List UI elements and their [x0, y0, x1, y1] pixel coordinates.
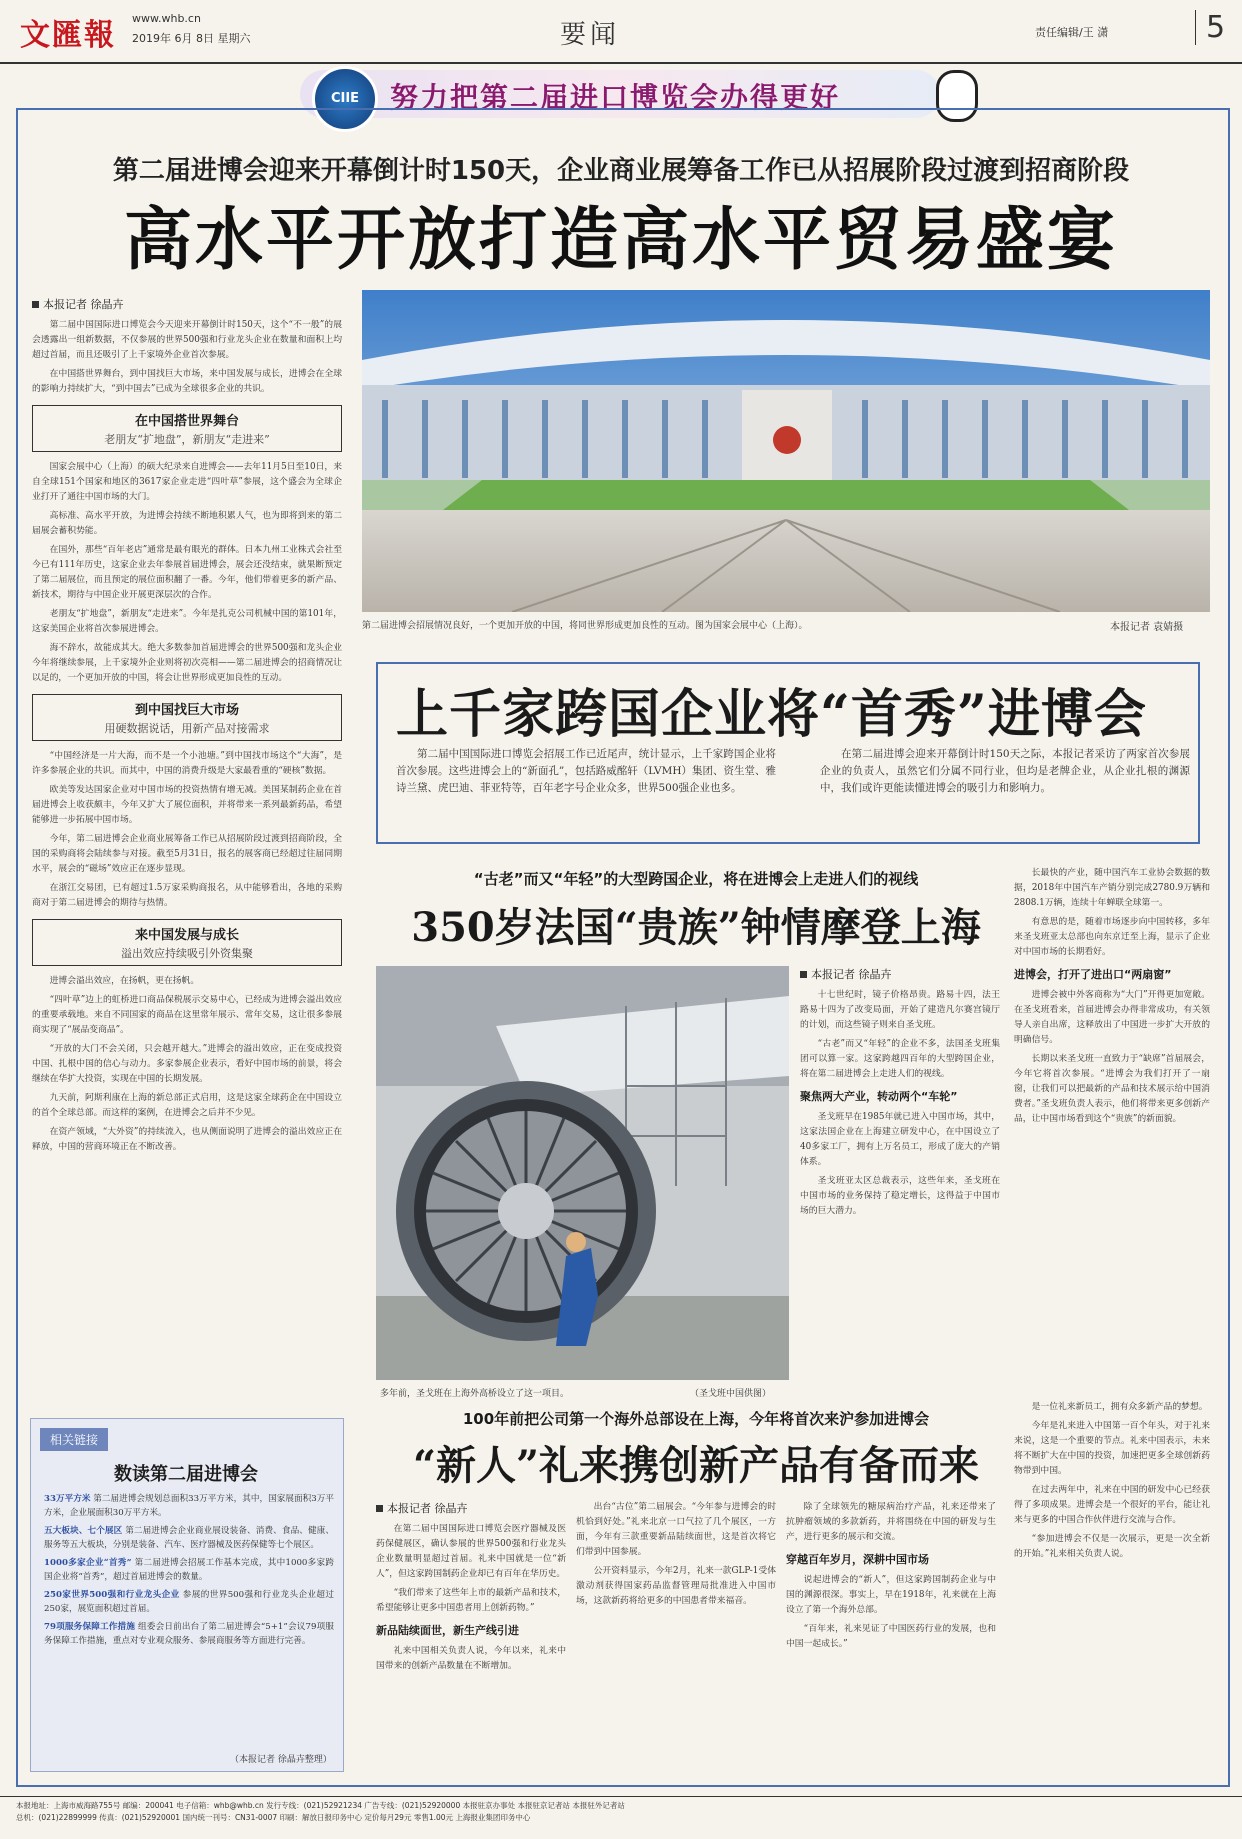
subhead-title: 来中国发展与成长 — [134, 928, 239, 943]
body-paragraph: 出台“古位”第二届展会。“今年参与进博会的时机恰到好处。”礼来北京一口气拉了几个展区，一方面，今年有三款重要新品陆续面世，这是首次将它们带到中国参展。 — [576, 1502, 776, 1557]
body-paragraph: 长期以来圣戈班一直致力于“缺席”首届展会，今年它将首次参展。“进博会为我们打开了一扇窗，让我们可以把最新的产品和技术展示给中国消费者。”圣戈班负责人表示，他们将带来更多创新产品，让中国市场看到这个“贵族”的新面貌。 — [1014, 1054, 1210, 1124]
subhead-box — [32, 405, 342, 452]
list-item-text: 第二届进博会招展工作基本完成，其中1000多家跨国企业将“首秀”，超过首届进博会的数量。 — [44, 1558, 334, 1582]
intro-paragraph: 在中国搭世界舞台，到中国找巨大市场，来中国发展与成长，进博会在全球的影响力持续扩大，“到中国去”已成为全球很多企业的共识。 — [32, 369, 342, 394]
body-paragraph: 进博会溢出效应，在扬帆，更在扬帆。 — [49, 976, 200, 986]
lead-text: 第二届中国国际进口博览会招展工作已近尾声，统计显示，上千家跨国企业将首次参展。这些进博会上的“新面孔”，包括路威酩轩（LVMH）集团、资生堂、雅诗兰黛、虎巴迪、菲亚特等，百年老字号企业众多，世界500强企业也多。 — [396, 748, 776, 794]
jet-engine-photo — [376, 966, 789, 1380]
list-item — [44, 1492, 334, 1520]
newcomer-column-2 — [576, 1500, 776, 1776]
issue-date: 2019年 6月 8日 星期六 — [132, 32, 251, 45]
newcomer-headline: “新人”礼来携创新产品有备而来 — [412, 1442, 979, 1489]
france-byline — [800, 966, 1000, 982]
body-paragraph: “古老”而又“年轻”的企业不多，法国圣戈班集团可以算一家。这家跨越四百年的大型跨国企业，将在第二届进博会上走进人们的视线。 — [800, 1039, 1000, 1079]
body-paragraph: 国家会展中心（上海）的硕大纪录来自进博会——去年11月5日至10日，来自全球151个国家和地区的3617家企业走进“四叶草”参展，这个盛会为全球企业打开了通往中国市场的大门。 — [32, 462, 342, 502]
section-subhead: 进博会，打开了进出口“两扇窗” — [1014, 968, 1172, 981]
subhead-subtitle: 溢出效应持续吸引外资集聚 — [121, 947, 253, 960]
newspaper-logo: 文匯報 — [20, 18, 116, 53]
subhead-subtitle: 老朋友“扩地盘”，新朋友“走进来” — [104, 433, 270, 446]
website[interactable]: www.whb.cn — [132, 12, 201, 25]
section-subhead: 聚焦两大产业，转动两个“车轮” — [800, 1090, 958, 1103]
body-paragraph: “参加进博会不仅是一次展示，更是一次全新的开始。”礼来相关负责人说。 — [1014, 1534, 1210, 1559]
newcomer-column-1 — [376, 1500, 566, 1776]
body-paragraph: 有意思的是，随着市场逐步向中国转移，多年来圣戈班亚太总部也向东京迁至上海，显示了企业对中国市场的长期看好。 — [1014, 917, 1210, 957]
body-paragraph: 长最快的产业，随中国汽车工业协会数据的数据，2018年中国汽车产销分别完成2780.9万辆和2808.1万辆，连续十年蝉联全球第一。 — [1014, 868, 1210, 908]
france-column-2 — [1014, 866, 1210, 1386]
editor-credit: 责任编辑/王 潇 — [1035, 26, 1109, 39]
france-column-1 — [800, 966, 1000, 1386]
newcomer-byline — [376, 1500, 566, 1516]
body-paragraph: 在过去两年中，礼来在中国的研发中心已经获得了多项成果。进博会是一个很好的平台，能让礼来与更多的中国合作伙伴进行交流与合作。 — [1014, 1485, 1210, 1525]
body-paragraph: 欧美等发达国家企业对中国市场的投资热情有增无减。美国某制药企业在首届进博会上收获颇丰，今年又扩大了展位面积，并将带来一系列最新药品，希望能够进一步拓展中国市场。 — [32, 785, 342, 825]
body-paragraph: 圣戈班亚太区总裁表示，这些年来，圣戈班在中国市场的业务保持了稳定增长，这得益于中国市场的巨大潜力。 — [800, 1176, 1000, 1216]
list-item — [44, 1588, 334, 1616]
photo-credit: 本报记者 袁婧摄 — [1110, 622, 1184, 633]
body-paragraph: 圣戈班早在1985年就已进入中国市场，其中，这家法国企业在上海建立研发中心，在中国设立了40多家工厂，拥有上万名员工，形成了庞大的产销体系。 — [800, 1112, 1000, 1167]
body-paragraph: 在第二届中国国际进口博览会医疗器械及医药保健展区，确认参展的世界500强和行业龙头企业数量明显超过首届。礼来中国就是一位“新人”，但这家跨国制药企业却已有百年在华历史。 — [376, 1524, 566, 1579]
photo-caption: 多年前，圣戈班在上海外高桥设立了这一项目。 — [380, 1389, 570, 1399]
list-item-text: 组委会日前出台了第二届进博会“5+1”会议79项服务保障工作措施，重点对专业观众服务、参展商服务等方面进行完善。 — [44, 1622, 334, 1646]
section-subhead: 新品陆续面世，新生产线引进 — [376, 1624, 519, 1637]
list-item-key: 五大板块、七个展区 — [44, 1526, 123, 1536]
body-paragraph: 九天前，阿斯利康在上海的新总部正式启用，这是这家全球药企在中国设立的首个全球总部。而这样的案例，在进博会之后并不少见。 — [32, 1093, 342, 1118]
square-bullet-icon — [32, 301, 39, 308]
body-paragraph: 进博会被中外客商称为“大门”开得更加宽敞。在圣戈班看来，首届进博会办得非常成功，有关领导人亲自出席，这释放出了中国进一步扩大开放的明确信号。 — [1014, 990, 1210, 1045]
body-paragraph: 在国外，那些“百年老店”通常是最有眼光的群体。日本九州工业株式会社至今已有111年历史，这家企业去年参展首届进博会，展会还没结束，就果断预定了第二届展位，而且预定的展位面积翻了一番。今年，他们带着更多的新产品、新技术，期待与中国企业开展更深层次的合作。 — [32, 545, 342, 600]
ciie-emblem-icon: CIIE — [312, 66, 378, 132]
body-paragraph: 海不辞水，故能成其大。绝大多数参加首届进博会的世界500强和龙头企业今年将继续参展，上千家境外企业则将初次亮相——第二届进博会的招商情况让以足的，一个更加开放的中国，将会让世界形成更加良性的互动。 — [32, 643, 342, 683]
list-item-key: 79项服务保障工作措施 — [44, 1622, 136, 1632]
france-kicker: “古老”而又“年轻”的大型跨国企业，将在进博会上走进人们的视线 — [473, 870, 919, 888]
body-paragraph: 十七世纪时，镜子价格昂贵。路易十四，法王路易十四为了改变局面，开始了建造凡尔赛宫镜厅的计划，而这些镜子则来自圣戈班。 — [800, 990, 1000, 1030]
body-paragraph: 除了全球领先的糖尿病治疗产品，礼来还带来了抗肿瘤领域的多款新药，并将围绕在中国的研发与生产，进行更多的展示和交流。 — [786, 1502, 996, 1542]
body-paragraph: 礼来中国相关负责人说，今年以来，礼来中国带来的创新产品数量在不断增加。 — [376, 1646, 566, 1671]
list-item-key: 250家世界500强和行业龙头企业 — [44, 1590, 180, 1600]
byline-text: 本报记者 徐晶卉 — [811, 968, 892, 981]
main-article-column — [32, 296, 342, 1346]
byline-text: 本报记者 徐晶卉 — [43, 298, 124, 311]
list-item-key: 33万平方米 — [44, 1494, 91, 1504]
body-paragraph: 在资产领域，“大外资”的持续流入，也从侧面说明了进博会的溢出效应正在释放，中国的营商环境正在不断改善。 — [32, 1127, 342, 1152]
subhead-box — [32, 694, 342, 741]
section-title: 要闻 — [560, 20, 621, 50]
body-paragraph: 是一位礼来新员工，拥有众多新产品的梦想。 — [1031, 1402, 1208, 1412]
main-kicker: 第二届进博会迎来开幕倒计时150天，企业商业展筹备工作已从招展阶段过渡到招商阶段 — [112, 156, 1130, 186]
box-lead-left — [396, 746, 776, 797]
body-paragraph: 高标准、高水平开放，为进博会持续不断地积累人气，也为即将到来的第二届展会蓄积势能。 — [32, 511, 342, 536]
body-paragraph: 公开资料显示，今年2月，礼来一款GLP-1受体激动剂获得国家药品监督管理局批准进入中国市场，这款新药将给更多的中国患者带来福音。 — [576, 1566, 776, 1606]
france-headline: 350岁法国“贵族”钟情摩登上海 — [411, 904, 981, 951]
newcomer-column-3 — [786, 1500, 996, 1776]
footer-info — [16, 1800, 1226, 1824]
page-number: 5 — [1195, 10, 1225, 45]
subhead-title: 到中国找巨大市场 — [134, 703, 239, 718]
body-paragraph: 在浙江交易团，已有超过1.5万家采购商报名，从中能够看出，各地的采购商对于第二届进博会的期待与热情。 — [32, 883, 342, 908]
list-item-text: 第二届进博会规划总面积33万平方米，其中，国家展面积3万平方米，企业展面积30万平方米。 — [44, 1494, 334, 1518]
main-byline — [32, 296, 342, 312]
related-links-title: 数读第二届进博会 — [114, 1464, 258, 1485]
body-paragraph: “四叶草”边上的虹桥进口商品保税展示交易中心，已经成为进博会溢出效应的重要承载地。来自不同国家的商品在这里常年展示、常年交易，这让很多参展商实现了“展品变商品”。 — [32, 995, 342, 1035]
related-links-tab: 相关链接 — [40, 1428, 108, 1451]
newcomer-kicker: 100年前把公司第一个海外总部设在上海，今年将首次来沪参加进博会 — [462, 1410, 930, 1428]
byline-text: 本报记者 徐晶卉 — [387, 1502, 468, 1515]
list-item — [44, 1620, 334, 1648]
body-paragraph: “百年来，礼来见证了中国医药行业的发展，也和中国一起成长。” — [786, 1624, 996, 1649]
jet-engine-illustration — [376, 966, 789, 1380]
section-subhead: 穿越百年岁月，深耕中国市场 — [786, 1553, 929, 1566]
subhead-title: 在中国搭世界舞台 — [134, 414, 239, 429]
exhibition-center-illustration — [362, 290, 1210, 612]
body-paragraph: 老朋友“扩地盘”，新朋友“走进来”。今年是扎克公司机械中国的第101年，这家美国企业将首次参展进博会。 — [32, 609, 342, 634]
subhead-subtitle: 用硬数据说话，用新产品对接需求 — [104, 722, 270, 735]
box-lead-right — [820, 746, 1190, 797]
body-paragraph: “中国经济是一片大海，而不是一个小池塘。”到中国找市场这个“大海”，是许多参展企业的共识。而其中，中国的消费升级是大家最看重的“硬核”数据。 — [32, 751, 342, 776]
list-item — [44, 1556, 334, 1584]
square-bullet-icon — [800, 971, 807, 978]
footer-line: 本报地址：上海市威海路755号 邮编：200041 电子信箱：whb@whb.cn 发行专线：(021)52921234 广告专线：(021)52920000 本报驻京办事处 本报驻京记者站 本报驻外记者站 — [16, 1801, 625, 1810]
body-paragraph: 说起进博会的“新人”，但这家跨国制药企业与中国的渊源很深。事实上，早在1918年，礼来就在上海设立了第一个海外总部。 — [786, 1575, 996, 1615]
lead-text: 在第二届进博会迎来开幕倒计时150天之际，本报记者采访了两家首次参展企业的负责人，虽然它们分属不同行业，但均是老牌企业，从企业扎根的渊源中，我们或许更能读懂进博会的吸引力和影响力。 — [820, 748, 1190, 794]
subhead-box — [32, 919, 342, 966]
body-paragraph: 今年，第二届进博会企业商业展筹备工作已从招展阶段过渡到招商阶段，全国的采购商将会陆续参与对接。截至5月31日，报名的展客商已经超过往届同期水平，展会的“磁场”效应正在逐步显现。 — [32, 834, 342, 874]
photo-caption: 第二届进博会招展情况良好，一个更加开放的中国，将同世界形成更加良性的互动。图为国家会展中心（上海）。 — [362, 621, 808, 631]
photo-credit: （圣戈班中国供图） — [690, 1389, 772, 1399]
square-bullet-icon — [376, 1505, 383, 1512]
exhibition-center-photo — [362, 290, 1210, 612]
intro-paragraph: 第二届中国国际进口博览会今天迎来开幕倒计时150天，这个“不一般”的展会透露出一组新数据，不仅参展的世界500强和行业龙头企业在数量和面积上均超过首届，而且还吸引了上千家境外企业首次参展。 — [32, 320, 342, 360]
list-item-text: 参展的世界500强和行业龙头企业超过250家，展览面积超过首届。 — [44, 1590, 334, 1614]
box-headline: 上千家跨国企业将“首秀”进博会 — [396, 684, 1147, 745]
list-item-text: 第二届进博会企业商业展设装备、消费、食品、健康、服务等五大板块，分别是装备、汽车、医疗器械及医药保健等七个展区。 — [44, 1526, 334, 1550]
list-item-key: 1000多家企业“首秀” — [44, 1558, 132, 1568]
body-paragraph: 今年是礼来进入中国第一百个年头，对于礼来来说，这是一个重要的节点。礼来中国表示，未来将不断扩大在中国的投资，加速把更多全球创新药物带到中国。 — [1014, 1421, 1210, 1476]
related-links-list — [44, 1492, 334, 1762]
list-item — [44, 1524, 334, 1552]
banner-title: 努力把第二届进口博览会办得更好 — [390, 81, 841, 114]
main-headline: 高水平开放打造高水平贸易盛宴 — [123, 201, 1118, 280]
footer-line: 总机：(021)22899999 传真：(021)52920001 国内统一刊号：CN31-0007 印刷：解放日报印务中心 定价每月29元 零售1.00元 上海报业集团印务中心 — [16, 1813, 531, 1822]
related-links-credit: （本报记者 徐晶卉整理） — [230, 1755, 332, 1765]
body-paragraph: “我们带来了这些年上市的最新产品和技术，希望能够让更多中国患者用上创新药物。” — [376, 1588, 566, 1613]
newcomer-column-4 — [1014, 1400, 1210, 1776]
body-paragraph: “开放的大门不会关闭，只会越开越大。”进博会的溢出效应，正在变成投资中国、扎根中国的信心与动力。多家参展企业表示，看好中国市场的前景，将会继续在华扩大投资，实现在中国的长期发展。 — [32, 1044, 342, 1084]
